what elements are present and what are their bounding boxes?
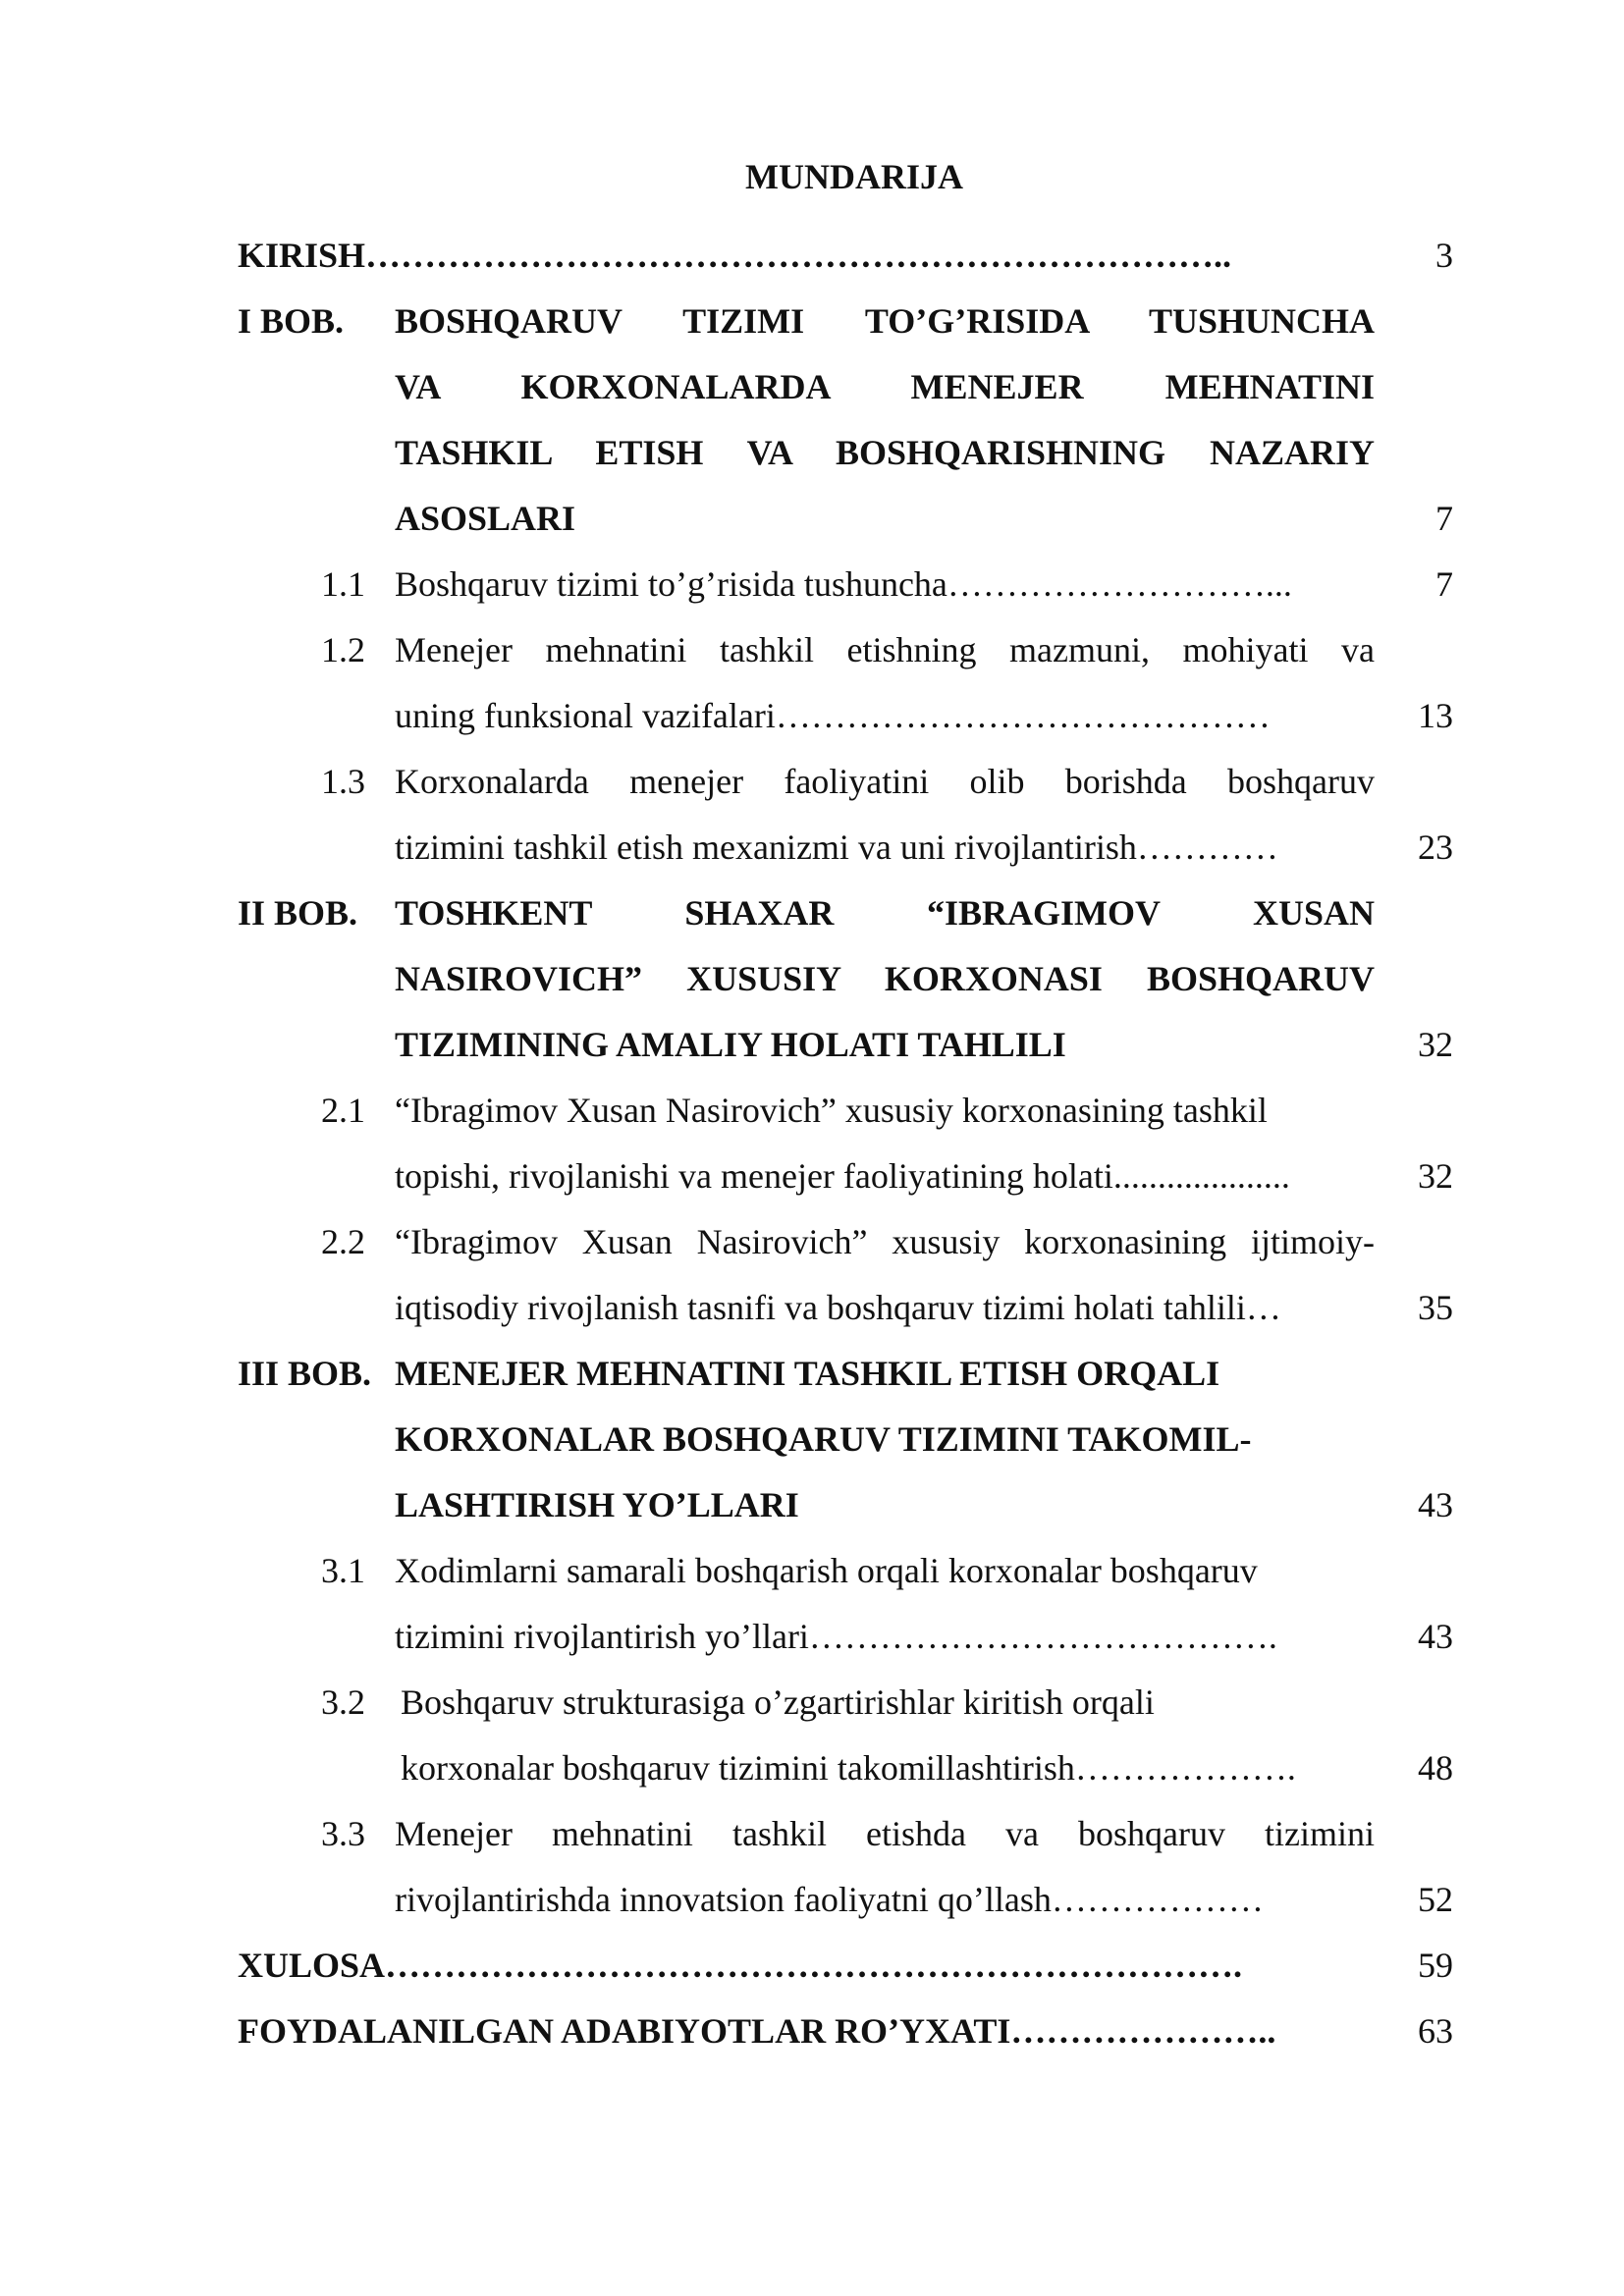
toc-entry-chapter-1-line[interactable]: BOSHQARUV TIZIMI TO’G’RISIDA TUSHUNCHA — [395, 301, 1375, 341]
toc-entry-section-3-3-line[interactable]: Menejer mehnatini tashkil etishda va boshqaruv tizimini — [395, 1814, 1375, 1853]
toc-entry-section-3-2-line[interactable]: korxonalar boshqaruv tizimini takomillashtirish………………. — [401, 1748, 1296, 1788]
toc-entry-section-3-1-line[interactable]: tizimini rivojlantirish yo’llari…………………………………. — [395, 1617, 1277, 1656]
toc-page-number: 59 — [1418, 1946, 1453, 1985]
toc-entry-chapter-1-line[interactable]: TASHKIL ETISH VA BOSHQARISHNING NAZARIY — [395, 433, 1375, 472]
toc-page-number: 23 — [1418, 828, 1453, 867]
toc-entry-section-2-1-line[interactable]: topishi, rivojlanishi va menejer faoliyatining holati.................... — [395, 1156, 1290, 1196]
section-number: 1.2 — [321, 630, 365, 669]
section-number: 2.1 — [321, 1091, 365, 1130]
toc-page-number: 63 — [1418, 2011, 1453, 2051]
toc-page-number: 43 — [1418, 1617, 1453, 1656]
toc-entry-chapter-3-line[interactable]: LASHTIRISH YO’LLARI — [395, 1485, 799, 1524]
section-number: 3.1 — [321, 1551, 365, 1590]
toc-entry-section-1-2-line[interactable]: Menejer mehnatini tashkil etishning mazmuni, mohiyati va — [395, 630, 1375, 669]
toc-entry-chapter-3-line[interactable]: KORXONALAR BOSHQARUV TIZIMINI TAKOMIL- — [395, 1419, 1252, 1459]
toc-page-number: 13 — [1418, 696, 1453, 735]
toc-entry-section-2-2-line[interactable]: “Ibragimov Xusan Nasirovich” xususiy korxonasining ijtimoiy- — [395, 1222, 1375, 1261]
toc-page-number: 3 — [1435, 236, 1453, 275]
toc-page-number: 32 — [1418, 1025, 1453, 1064]
toc-entry-chapter-1-line[interactable]: VA KORXONALARDA MENEJER MEHNATINI — [395, 367, 1375, 406]
toc-entry-section-3-1-line[interactable]: Xodimlarni samarali boshqarish orqali korxonalar boshqaruv — [395, 1551, 1258, 1590]
toc-entry-section-1-3-line[interactable]: Korxonalarda menejer faoliyatini olib borishda boshqaruv — [395, 762, 1375, 801]
toc-entry-section-2-2-line[interactable]: iqtisodiy rivojlanish tasnifi va boshqaruv tizimi holati tahlili… — [395, 1288, 1281, 1327]
section-number: 3.2 — [321, 1682, 365, 1722]
toc-entry-chapter-2-line[interactable]: TOSHKENT SHAXAR “IBRAGIMOV XUSAN — [395, 893, 1375, 933]
toc-entry-kirish[interactable]: KIRISH……………………………………………………………….. — [238, 236, 1232, 275]
chapter-label: III BOB. — [238, 1354, 372, 1393]
chapter-label: II BOB. — [238, 893, 358, 933]
toc-entry-section-2-1-line[interactable]: “Ibragimov Xusan Nasirovich” xususiy korxonasining tashkil — [395, 1091, 1268, 1130]
toc-entry-chapter-2-line[interactable]: NASIROVICH” XUSUSIY KORXONASI BOSHQARUV — [395, 959, 1375, 998]
toc-entry-section-1-2-line[interactable]: uning funksional vazifalari…………………………………… — [395, 696, 1271, 735]
toc-entry-xulosa[interactable]: XULOSA………………………………………………………………. — [238, 1946, 1243, 1985]
toc-entry-section-3-2-line[interactable]: Boshqaruv strukturasiga o’zgartirishlar kiritish orqali — [401, 1682, 1155, 1722]
toc-page-number: 32 — [1418, 1156, 1453, 1196]
toc-entry-section-3-3-line[interactable]: rivojlantirishda innovatsion faoliyatni qo’llash……………… — [395, 1880, 1264, 1919]
toc-page-number: 7 — [1435, 564, 1453, 604]
toc-entry-references[interactable]: FOYDALANILGAN ADABIYOTLAR RO’YXATI………………….. — [238, 2011, 1276, 2051]
toc-entry-section-1-3-line[interactable]: tizimini tashkil etish mexanizmi va uni rivojlantirish………… — [395, 828, 1278, 867]
section-number: 1.3 — [321, 762, 365, 801]
section-number: 2.2 — [321, 1222, 365, 1261]
toc-entry-chapter-2-line[interactable]: TIZIMINING AMALIY HOLATI TAHLILI — [395, 1025, 1066, 1064]
toc-entry-section-1-1[interactable]: Boshqaruv tizimi to’g’risida tushuncha………………………... — [395, 564, 1292, 604]
toc-page-number: 52 — [1418, 1880, 1453, 1919]
toc-entry-chapter-3-line[interactable]: MENEJER MEHNATINI TASHKIL ETISH ORQALI — [395, 1354, 1220, 1393]
toc-page-number: 48 — [1418, 1748, 1453, 1788]
section-number: 3.3 — [321, 1814, 365, 1853]
section-number: 1.1 — [321, 564, 365, 604]
page-title: MUNDARIJA — [745, 157, 963, 196]
toc-page-number: 35 — [1418, 1288, 1453, 1327]
toc-page-number: 7 — [1435, 499, 1453, 538]
chapter-label: I BOB. — [238, 301, 345, 341]
toc-page-number: 43 — [1418, 1485, 1453, 1524]
toc-entry-chapter-1-line[interactable]: ASOSLARI — [395, 499, 576, 538]
